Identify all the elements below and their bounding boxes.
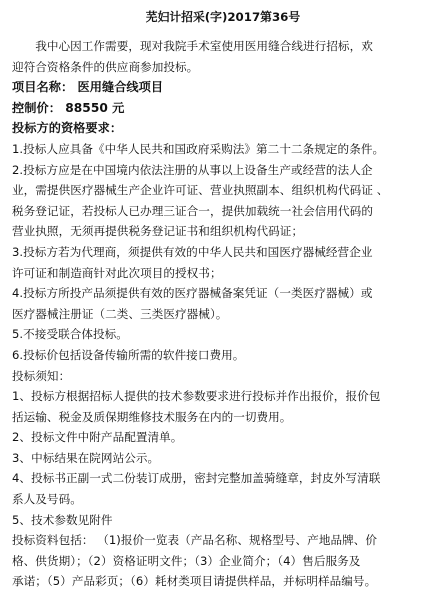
intro-line: 迎符合资格条件的供应商参加投标。 [12,59,199,74]
notice-item: 4、投标书正副一式二份装订成册，密封完整加盖骑缝章，封皮外写清联 [12,471,381,486]
notice-item: 1、投标方根据招标人提供的技术参数要求进行投标并作出报价，报价包 [12,389,381,404]
document-title: 芜妇计招采(字)2017第36号 [145,10,301,24]
qualification-item: 许可证和制造商针对此次项目的授权书； [12,265,222,280]
control-price: 控制价： 88550 元 [12,100,125,115]
bid-documents-line: 投标资料包括： （1)报价一览表（产品名称、规格型号、产地品牌、价 [12,533,378,548]
qualification-item: 营业执照，无须再提供税务登记证书和组织机构代码证； [12,224,304,239]
intro-line: 我中心因工作需要，现对我院手术室使用医用缝合线进行招标，欢 [35,39,373,53]
bid-documents-line: 承诺；（5）产品彩页；（6）耗材类项目请提供样品，并标明样品编号。 [12,574,377,589]
qualification-item: 医疗器械注册证（二类、三类医疗器械）。 [12,306,228,321]
qualification-item: 3.投标方若为代理商，须提供有效的中华人民共和国医疗器械经营企业 [12,244,373,259]
qualification-heading: 投标方的资格要求： [12,121,123,136]
qualification-item: 2.投标方应是在中国境内依法注册的从事以上设备生产或经营的法人企 [12,162,373,177]
bid-documents-line: 格、供货期）；（2）资格证明文件；（3）企业简介；（4）售后服务及 [12,553,361,568]
qualification-item: 6.投标价包括设备传输所需的软件接口费用。 [12,347,245,362]
notice-item: 括运输、税金及质保期维修技术服务在内的一切费用。 [12,409,292,424]
notice-item: 5、技术参数见附件 [12,512,113,527]
qualification-item: 业，需提供医疗器械生产企业许可证、营业执照副本、组织机构代码证 、 [12,183,389,198]
notice-heading: 投标须知： [12,368,71,383]
notice-item: 3、中标结果在院网站公示。 [12,450,160,465]
project-name: 项目名称： 医用缝合线项目 [12,80,164,95]
qualification-item: 1.投标人应具备《中华人民共和国政府采购法》第二十二条规定的条件。 [12,141,385,156]
qualification-item: 税务登记证，若投标人已办理三证合一，提供加载统一社会信用代码的 [12,203,373,218]
qualification-item: 4.投标方所投产品须提供有效的医疗器械备案凭证（一类医疗器械）或 [12,286,373,301]
qualification-item: 5.不接受联合体投标。 [12,327,128,342]
notice-item: 系人及号码。 [12,492,82,507]
notice-item: 2、投标文件中附产品配置清单。 [12,430,183,445]
